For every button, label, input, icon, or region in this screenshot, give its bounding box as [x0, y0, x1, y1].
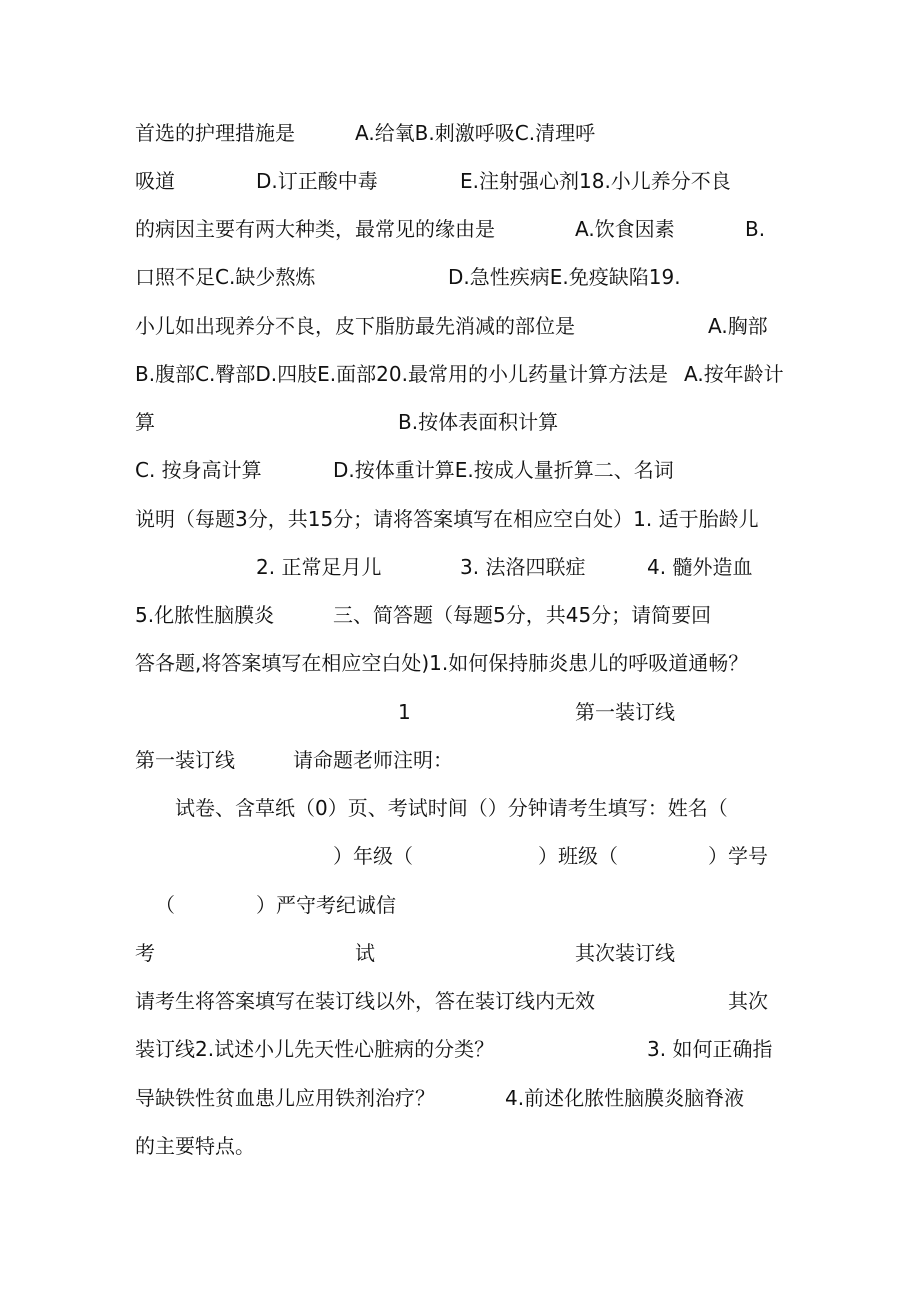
text-line: 4. 髓外造血	[647, 555, 753, 579]
text-line: 试	[355, 941, 375, 965]
text-line: E.注射强心剂18.小儿养分不良	[460, 169, 731, 193]
text-line: 说明（每题3分，共15分；请将答案填写在相应空白处）1. 适于胎龄儿	[135, 507, 759, 531]
text-line: A.饮食因素	[575, 217, 675, 241]
text-line: A.胸部	[708, 314, 768, 338]
text-line: B.腹部C.臀部D.四肢E.面部20.最常用的小儿药量计算方法是	[135, 362, 668, 386]
text-line: 试卷、含草纸（0）页、考试时间（）分钟请考生填写：姓名（	[175, 796, 728, 820]
page-number: 1	[398, 700, 411, 724]
binding-line-label: 第一装订线	[575, 700, 675, 724]
text-line: 考	[135, 941, 155, 965]
text-line: ）严守考纪诚信	[256, 893, 396, 917]
text-line: 的主要特点。	[135, 1134, 255, 1158]
text-line: 答各题,将答案填写在相应空白处)1.如何保持肺炎患儿的呼吸道通畅？	[135, 651, 749, 675]
text-line: 4.前述化脓性脑膜炎脑脊液	[505, 1086, 745, 1110]
binding-line-label: 第一装订线	[135, 748, 235, 772]
text-line: 导缺铁性贫血患儿应用铁剂治疗？	[135, 1086, 435, 1110]
text-line: 2. 正常足月儿	[256, 555, 382, 579]
text-line: ）学号	[708, 844, 768, 868]
text-line: D.按体重计算E.按成人量折算二、名词	[333, 458, 674, 482]
text-line: （	[155, 893, 175, 917]
text-line: A.按年龄计	[684, 362, 784, 386]
text-line: 小儿如出现养分不良，皮下脂肪最先消减的部位是	[135, 314, 575, 338]
text-line: ）年级（	[333, 844, 413, 868]
text-line: ）班级（	[538, 844, 618, 868]
text-line: 三、简答题（每题5分，共45分；请简要回	[333, 603, 712, 627]
text-line: 的病因主要有两大种类，最常见的缘由是	[135, 217, 495, 241]
text-line: 装订线2.试述小儿先天性心脏病的分类？	[135, 1037, 495, 1061]
text-line: 请考生将答案填写在装订线以外，答在装订线内无效	[135, 989, 595, 1013]
text-line: D.订正酸中毒	[256, 169, 378, 193]
text-line: 首选的护理措施是	[135, 121, 295, 145]
text-line: 吸道	[135, 169, 175, 193]
text-line: 3. 如何正确指	[647, 1037, 773, 1061]
text-line: B.	[745, 217, 766, 241]
text-line: C. 按身高计算	[135, 458, 262, 482]
text-line: A.给氧B.刺激呼吸C.清理呼	[355, 121, 596, 145]
text-line: B.按体表面积计算	[398, 410, 559, 434]
text-line: 算	[135, 410, 155, 434]
text-line: 口照不足C.缺少熬炼	[135, 265, 316, 289]
text-line: 3. 法洛四联症	[460, 555, 586, 579]
text-line: 请命题老师注明：	[293, 748, 453, 772]
text-line: D.急性疾病E.免疫缺陷19.	[448, 265, 681, 289]
text-line: 5.化脓性脑膜炎	[135, 603, 275, 627]
binding-line-label: 其次装订线	[575, 941, 675, 965]
text-line: 其次	[728, 989, 768, 1013]
